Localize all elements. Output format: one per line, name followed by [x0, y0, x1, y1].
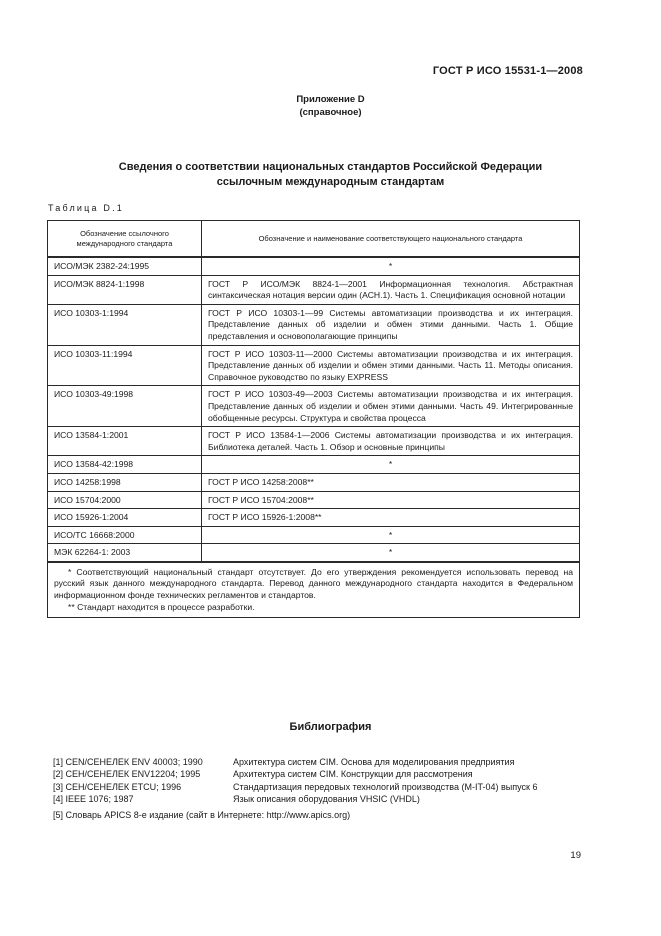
appendix-title: Приложение D [296, 94, 365, 105]
bibliography-item [53, 768, 593, 780]
table-row [48, 473, 579, 491]
document-id: ГОСТ Р ИСО 15531-1—2008 [432, 65, 583, 77]
page-number: 19 [570, 850, 581, 861]
appendix-subtitle: (справочное) [299, 107, 362, 118]
national-cell: ГОСТ Р ИСО 15926-1:2008** [202, 509, 580, 527]
ref-cell: ИСО/ТС 16668:2000 [48, 526, 202, 544]
section-heading-line-2: ссылочным международным стандартам [216, 176, 445, 188]
table-row [48, 491, 579, 509]
national-cell: ГОСТ Р ИСО 15704:2008** [202, 491, 580, 509]
ref-cell: ИСО 15704:2000 [48, 491, 202, 509]
bibliography-ref: [5] Словарь APICS 8-е издание (сайт в Интернете: http://www.apics.org) [53, 809, 351, 820]
bibliography-item [53, 793, 593, 805]
ref-cell: ИСО 13584-1:2001 [48, 427, 202, 456]
table-row [48, 304, 579, 345]
table-note: ** Стандарт находится в процессе разработки. [68, 601, 255, 612]
national-cell: ГОСТ Р ИСО 10303-1—99 Системы автоматизации производства и их интеграция. Представление данных об изделии и обмен этими данными. Часть 1. Общие представления и основополагающие принципы [202, 304, 580, 345]
table-row [48, 544, 579, 562]
table-row [48, 257, 579, 275]
ref-cell: ИСО/МЭК 2382-24:1995 [48, 257, 202, 275]
table-grid [48, 221, 579, 562]
bibliography-item [53, 781, 593, 793]
bibliography-desc: Архитектура систем CIM. Основа для моделирования предприятия [233, 757, 515, 767]
bibliography-desc: Стандартизация передовых технологий производства (M-IT-04) выпуск 6 [233, 781, 538, 792]
column-header-national: Обозначение и наименование соответствующего национального стандарта [202, 221, 580, 257]
ref-cell: ИСО 10303-11:1994 [48, 345, 202, 386]
national-cell: ГОСТ Р ИСО 14258:2008** [202, 473, 580, 491]
national-cell: * [202, 456, 580, 474]
ref-cell: ИСО/МЭК 8824-1:1998 [48, 275, 202, 304]
table-row [48, 526, 579, 544]
section-heading-line-1: Сведения о соответствии национальных стандартов Российской Федерации [118, 161, 543, 173]
column-header-ref: Обозначение ссылочного международного стандарта [48, 221, 202, 257]
bibliography-ref: [1] CEN/CEНЕЛЕК ENV 40003; 1990 [53, 757, 203, 767]
national-cell: ГОСТ Р ИСО 13584-1—2006 Системы автоматизации производства и их интеграция. Библиотека деталей. Часть 1. Обзор и основные принципы [202, 427, 580, 456]
table-row [48, 386, 579, 427]
bibliography-item [53, 756, 593, 768]
ref-cell: ИСО 15926-1:2004 [48, 509, 202, 527]
ref-cell: ИСО 14258:1998 [48, 473, 202, 491]
bibliography-ref: [4] IEEE 1076; 1987 [53, 794, 134, 805]
table-row [48, 509, 579, 527]
bibliography-ref: [3] CEH/CEНЕЛЕК ETCU; 1996 [53, 781, 182, 792]
national-cell: * [202, 257, 580, 275]
bibliography-item [53, 809, 593, 821]
bibliography-ref: [2] CEH/CEНЕЛЕК ENV12204; 1995 [53, 769, 201, 780]
table-row [48, 456, 579, 474]
ref-cell: ИСО 13584-42:1998 [48, 456, 202, 474]
table-notes [48, 562, 579, 617]
table-row [48, 427, 579, 456]
national-cell: ГОСТ Р ИСО 10303-11—2000 Системы автоматизации производства и их интеграция. Представление данных об изделии и обмен этими данными. Часть 11. Методы описания. Справочное руководство по языку EXPRESS [202, 345, 580, 386]
ref-cell: ИСО 10303-1:1994 [48, 304, 202, 345]
table-row [48, 275, 579, 304]
table-label: Таблица D.1 [48, 203, 124, 213]
appendix-heading [0, 93, 661, 119]
bibliography-title: Библиография [289, 721, 372, 733]
table-header-row [48, 221, 579, 257]
ref-cell: МЭК 62264-1: 2003 [48, 544, 202, 562]
ref-cell: ИСО 10303-49:1998 [48, 386, 202, 427]
national-cell: * [202, 544, 580, 562]
national-cell: ГОСТ Р ИСО/МЭК 8824-1—2001 Информационная технология. Абстрактная синтаксическая нотация версии один (АСН.1). Часть 1. Спецификация основной нотации [202, 275, 580, 304]
bibliography-desc: Архитектура систем CIM. Конструкции для рассмотрения [233, 769, 473, 780]
table-row [48, 345, 579, 386]
bibliography-list [53, 756, 593, 821]
correspondence-table [47, 220, 580, 618]
bibliography-desc: Язык описания оборудования VHSIC (VHDL) [233, 794, 420, 805]
table-note: * Соответствующий национальный стандарт отсутствует. До его утверждения рекомендуется использовать перевод на русский язык данного международного стандарта. Перевод данного международного стандарта находится в Федеральном информационном фонде технических регламентов и стандартов. [54, 566, 573, 601]
section-heading [0, 160, 661, 190]
national-cell: ГОСТ Р ИСО 10303-49—2003 Системы автоматизации производства и их интеграция. Представление данных об изделии и обмен этими данными. Часть 49. Интегрированные обобщенные ресурсы. Структура и свойства процесса [202, 386, 580, 427]
national-cell: * [202, 526, 580, 544]
